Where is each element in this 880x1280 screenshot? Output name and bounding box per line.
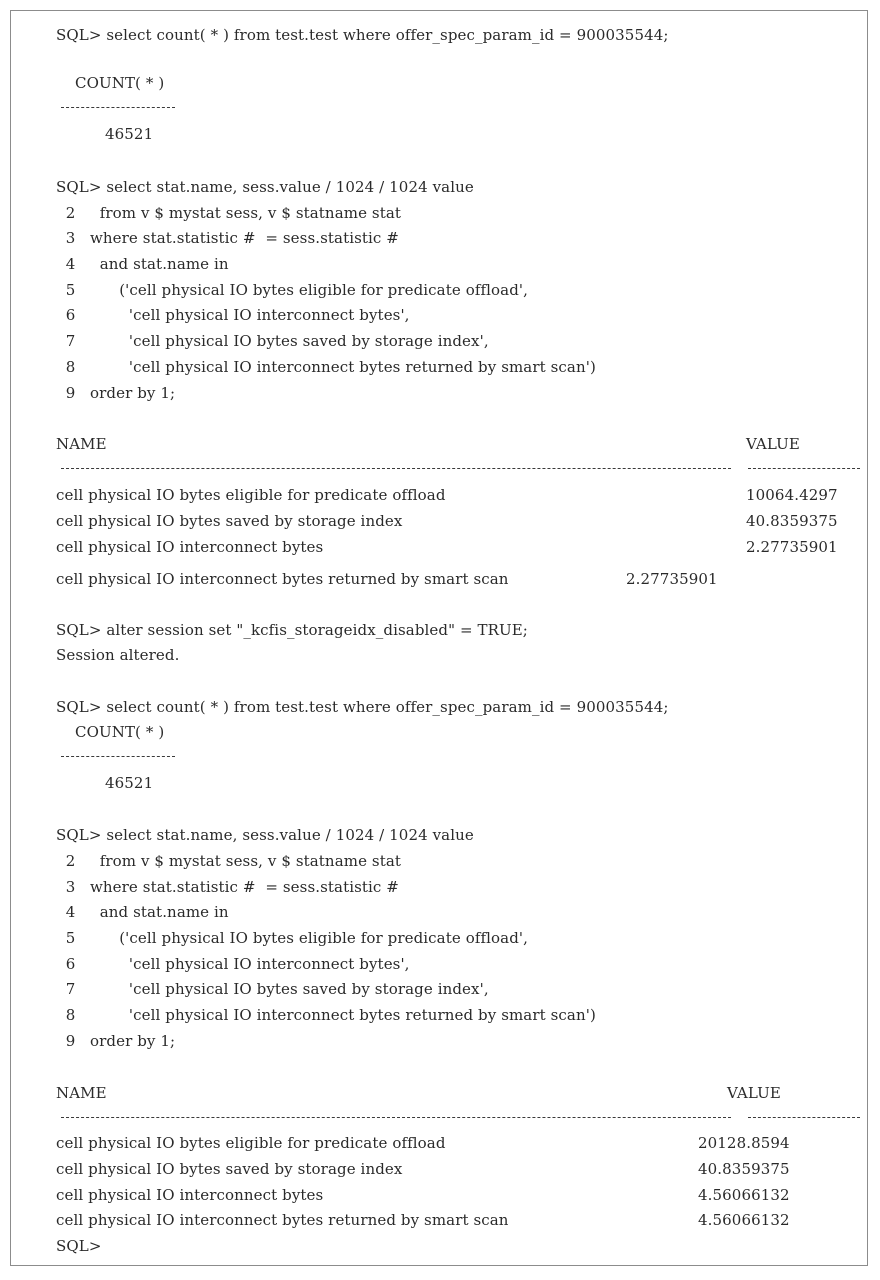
stat-query-line-2: 2 from v $ mystat sess, v $ statname stat (56, 852, 402, 870)
stat-query-line-6: 6 'cell physical IO interconnect bytes', (56, 955, 410, 973)
result-row-value: 40.8359375 (746, 512, 838, 530)
stat-query-line-7: 7 'cell physical IO bytes saved by storage index', (56, 980, 489, 998)
sql-prompt: SQL> (56, 1237, 102, 1255)
count-divider-2 (61, 756, 175, 757)
stat-query-line-5: 5 ('cell physical IO bytes eligible for predicate offload', (56, 929, 528, 947)
count-divider-1 (61, 107, 175, 108)
result-row-name: cell physical IO bytes eligible for predicate offload (56, 486, 446, 504)
count-column-header-1: COUNT( * ) (75, 74, 165, 92)
stat-query-line-7: 7 'cell physical IO bytes saved by storage index', (56, 332, 489, 350)
table-header-name-2: NAME (56, 1084, 107, 1102)
query-count-2: SQL> select count( * ) from test.test where offer_spec_param_id = 900035544; (56, 698, 669, 716)
stat-query-line-9: 9 order by 1; (56, 384, 176, 402)
result-row-name: cell physical IO interconnect bytes returned by smart scan (56, 570, 509, 588)
result-row-value: 20128.8594 (698, 1134, 790, 1152)
value-divider-2 (748, 1117, 860, 1118)
alter-session-result: Session altered. (56, 646, 180, 664)
count-value-1: 46521 (105, 125, 154, 143)
result-row-value: 4.56066132 (698, 1211, 790, 1229)
result-row-value: 2.27735901 (746, 538, 838, 556)
result-row-name: cell physical IO interconnect bytes returned by smart scan (56, 1211, 509, 1229)
stat-query-line-9: 9 order by 1; (56, 1032, 176, 1050)
stat-query-line-5: 5 ('cell physical IO bytes eligible for predicate offload', (56, 281, 528, 299)
count-column-header-2: COUNT( * ) (75, 723, 165, 741)
stat-query-line-1: SQL> select stat.name, sess.value / 1024 / 1024 value (56, 826, 474, 844)
stat-query-line-2: 2 from v $ mystat sess, v $ statname stat (56, 204, 402, 222)
stat-query-line-3: 3 where stat.statistic # = sess.statistic # (56, 878, 399, 896)
table-header-name-1: NAME (56, 435, 107, 453)
stat-query-line-4: 4 and stat.name in (56, 255, 229, 273)
stat-query-line-8: 8 'cell physical IO interconnect bytes returned by smart scan') (56, 358, 596, 376)
document-frame (10, 10, 868, 1266)
result-row-value: 2.27735901 (626, 570, 718, 588)
alter-session-command: SQL> alter session set "_kcfis_storageidx_disabled" = TRUE; (56, 621, 528, 639)
stat-query-line-8: 8 'cell physical IO interconnect bytes returned by smart scan') (56, 1006, 596, 1024)
table-header-value-2: VALUE (727, 1084, 781, 1102)
table-header-value-1: VALUE (746, 435, 800, 453)
name-divider-2 (61, 1117, 731, 1118)
stat-query-line-4: 4 and stat.name in (56, 903, 229, 921)
stat-query-line-3: 3 where stat.statistic # = sess.statistic # (56, 229, 399, 247)
result-row-name: cell physical IO bytes saved by storage index (56, 512, 403, 530)
count-value-2: 46521 (105, 774, 154, 792)
result-row-value: 10064.4297 (746, 486, 838, 504)
result-row-value: 4.56066132 (698, 1186, 790, 1204)
result-row-name: cell physical IO interconnect bytes (56, 538, 324, 556)
result-row-name: cell physical IO bytes saved by storage index (56, 1160, 403, 1178)
result-row-name: cell physical IO interconnect bytes (56, 1186, 324, 1204)
stat-query-line-6: 6 'cell physical IO interconnect bytes', (56, 306, 410, 324)
result-row-value: 40.8359375 (698, 1160, 790, 1178)
stat-query-line-1: SQL> select stat.name, sess.value / 1024 / 1024 value (56, 178, 474, 196)
value-divider-1 (748, 468, 860, 469)
query-count-1: SQL> select count( * ) from test.test where offer_spec_param_id = 900035544; (56, 26, 669, 44)
name-divider-1 (61, 468, 731, 469)
result-row-name: cell physical IO bytes eligible for predicate offload (56, 1134, 446, 1152)
